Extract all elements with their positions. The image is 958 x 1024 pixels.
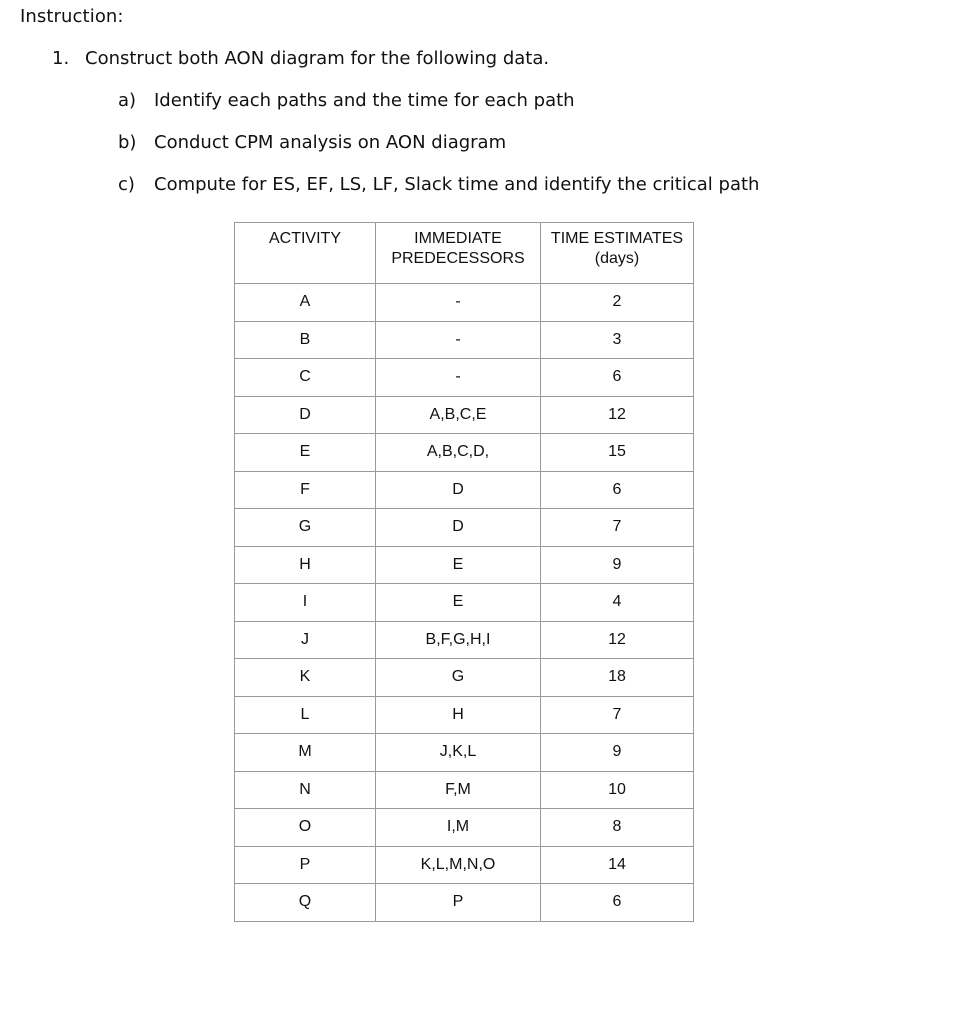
cell-predecessors: -: [376, 321, 541, 359]
cell-time: 8: [541, 809, 694, 847]
cell-predecessors: I,M: [376, 809, 541, 847]
table-row: [235, 659, 694, 697]
table-row: [235, 846, 694, 884]
table-header-row: [235, 223, 694, 284]
table-row: [235, 809, 694, 847]
cell-predecessors: H: [376, 696, 541, 734]
header-time-line2: (days): [594, 250, 640, 267]
cell-activity: P: [235, 846, 376, 884]
cell-time: 6: [541, 359, 694, 397]
cell-time: 14: [541, 846, 694, 884]
table-row: [235, 884, 694, 922]
cell-activity: H: [235, 546, 376, 584]
cell-time: 7: [541, 696, 694, 734]
cell-activity: N: [235, 771, 376, 809]
cell-predecessors: K,L,M,N,O: [376, 846, 541, 884]
subitem-letter: a): [118, 90, 137, 111]
cell-time: 10: [541, 771, 694, 809]
cell-time: 3: [541, 321, 694, 359]
table-row: [235, 734, 694, 772]
cell-activity: C: [235, 359, 376, 397]
cell-activity: E: [235, 434, 376, 472]
cell-activity: Q: [235, 884, 376, 922]
cell-predecessors: D: [376, 509, 541, 547]
subitem-b: [118, 132, 506, 153]
cell-predecessors: D: [376, 471, 541, 509]
cell-time: 9: [541, 546, 694, 584]
cell-time: 15: [541, 434, 694, 472]
table-row: [235, 696, 694, 734]
cell-activity: O: [235, 809, 376, 847]
cell-activity: K: [235, 659, 376, 697]
subitem-letter: b): [118, 132, 137, 153]
cell-time: 6: [541, 884, 694, 922]
cell-time: 18: [541, 659, 694, 697]
cell-activity: D: [235, 396, 376, 434]
cell-time: 2: [541, 284, 694, 322]
table-row: [235, 359, 694, 397]
cell-activity: F: [235, 471, 376, 509]
cell-activity: B: [235, 321, 376, 359]
cell-predecessors: J,K,L: [376, 734, 541, 772]
activity-table: [234, 222, 694, 922]
table-row: [235, 434, 694, 472]
cell-time: 9: [541, 734, 694, 772]
cell-time: 12: [541, 621, 694, 659]
cell-activity: M: [235, 734, 376, 772]
cell-predecessors: P: [376, 884, 541, 922]
table-row: [235, 771, 694, 809]
cell-activity: J: [235, 621, 376, 659]
table-row: [235, 284, 694, 322]
cell-activity: L: [235, 696, 376, 734]
cell-time: 7: [541, 509, 694, 547]
instruction-heading: Instruction:: [20, 6, 124, 27]
table-row: [235, 509, 694, 547]
cell-predecessors: G: [376, 659, 541, 697]
header-time-line1: TIME ESTIMATES: [550, 230, 684, 247]
question-number: 1.: [52, 48, 70, 69]
cell-predecessors: B,F,G,H,I: [376, 621, 541, 659]
subitem-letter: c): [118, 174, 135, 195]
cell-predecessors: E: [376, 584, 541, 622]
header-predecessors: [376, 223, 541, 284]
question-1: [52, 48, 549, 69]
subitem-text: Conduct CPM analysis on AON diagram: [154, 132, 507, 153]
table-row: [235, 621, 694, 659]
cell-predecessors: F,M: [376, 771, 541, 809]
subitem-text: Identify each paths and the time for each path: [154, 90, 575, 111]
cell-predecessors: -: [376, 359, 541, 397]
cell-time: 6: [541, 471, 694, 509]
table-row: [235, 546, 694, 584]
subitem-text: Compute for ES, EF, LS, LF, Slack time and identify the critical path: [154, 174, 760, 195]
cell-predecessors: -: [376, 284, 541, 322]
cell-predecessors: E: [376, 546, 541, 584]
header-activity-label: ACTIVITY: [268, 230, 341, 247]
table-row: [235, 321, 694, 359]
header-predecessors-line2: PREDECESSORS: [391, 250, 525, 267]
cell-predecessors: A,B,C,E: [376, 396, 541, 434]
question-text: Construct both AON diagram for the following data.: [85, 48, 550, 69]
cell-activity: G: [235, 509, 376, 547]
subitem-c: [118, 174, 759, 195]
table-row: [235, 396, 694, 434]
cell-time: 4: [541, 584, 694, 622]
table-row: [235, 471, 694, 509]
header-activity: [235, 223, 376, 284]
cell-activity: A: [235, 284, 376, 322]
cell-activity: I: [235, 584, 376, 622]
header-time-estimates: [541, 223, 694, 284]
table-row: [235, 584, 694, 622]
cell-predecessors: A,B,C,D,: [376, 434, 541, 472]
cell-time: 12: [541, 396, 694, 434]
header-predecessors-line1: IMMEDIATE: [414, 230, 502, 247]
table-body: [235, 284, 694, 922]
subitem-a: [118, 90, 575, 111]
